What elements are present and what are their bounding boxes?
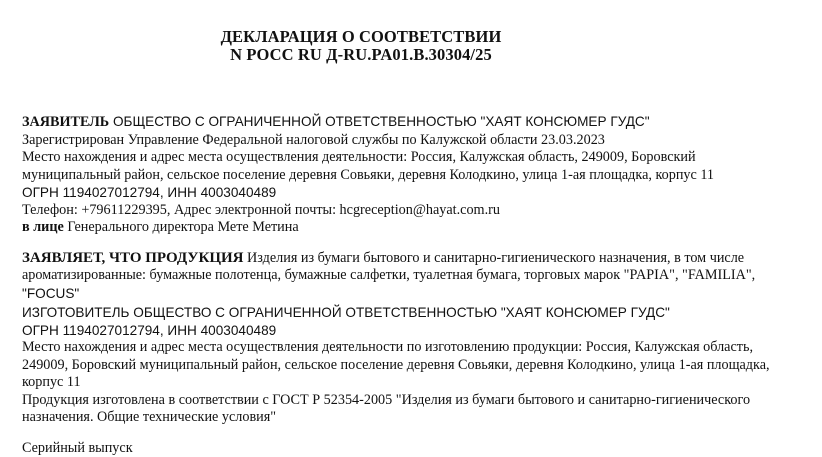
declaration-line-1 [22,250,802,268]
manufacturer-address-2: 249009, Боровский муниципальный район, сельское поселение деревня Совьяки, деревня Колодкино, улица 1-ая площадка, [22,357,802,375]
applicant-address-1: Место нахождения и адрес места осуществления деятельности: Россия, Калужская область, 249009, Боровский [22,149,802,167]
applicant-ogrn: ОГРН 1194027012794, ИНН 4003040489 [22,184,802,202]
manufacturer-address-1: Место нахождения и адрес места осуществления деятельности по изготовлению продукции: Россия, Калужская область, [22,339,802,357]
document-title: ДЕКЛАРАЦИЯ О СООТВЕТСТВИИ [0,27,722,47]
applicant-registration: Зарегистрирован Управление Федеральной налоговой службы по Калужской области 23.03.2023 [22,132,802,150]
person-label: в лице [22,219,64,235]
declaration-label: ЗАЯВЛЯЕТ, ЧТО ПРОДУКЦИЯ [22,250,243,266]
document-body [22,113,802,457]
applicant-name: ОБЩЕСТВО С ОГРАНИЧЕННОЙ ОТВЕТСТВЕННОСТЬЮ "ХАЯТ КОНСЮМЕР ГУДС" [109,114,649,129]
serial-release: Серийный выпуск [22,440,802,457]
applicant-contacts: Телефон: +79611229395, Адрес электронной почты: hcgreception@hayat.com.ru [22,202,802,220]
applicant-person-line [22,219,802,237]
applicant-person: Генерального директора Мете Метина [64,219,299,235]
document-number: N РОСС RU Д-RU.PA01.B.30304/25 [0,45,722,65]
manufacturer-ogrn: ОГРН 1194027012794, ИНН 4003040489 [22,322,802,340]
manufacturer-address-3: корпус 11 [22,374,802,392]
declaration-line-3: "FOCUS" [22,285,802,303]
standard-line-1: Продукция изготовлена в соответствии с ГОСТ Р 52354-2005 "Изделия из бумаги бытового и санитарно-гигиенического [22,392,802,410]
manufacturer-name: ИЗГОТОВИТЕЛЬ ОБЩЕСТВО С ОГРАНИЧЕННОЙ ОТВЕТСТВЕННОСТЬЮ "ХАЯТ КОНСЮМЕР ГУДС" [22,304,802,322]
applicant-label: ЗАЯВИТЕЛЬ [22,114,109,130]
applicant-line [22,113,802,132]
standard-line-2: назначения. Общие технические условия" [22,409,802,427]
declaration-line-2: ароматизированные: бумажные полотенца, бумажные салфетки, туалетная бумага, торговых марок "PAPIA", "FAMILIA", [22,267,802,285]
applicant-address-2: муниципальный район, сельское поселение деревня Совьяки, деревня Колодкино, улица 1-ая площадка, корпус 11 [22,167,802,185]
declaration-text-1: Изделия из бумаги бытового и санитарно-гигиенического назначения, в том числе [243,250,744,266]
